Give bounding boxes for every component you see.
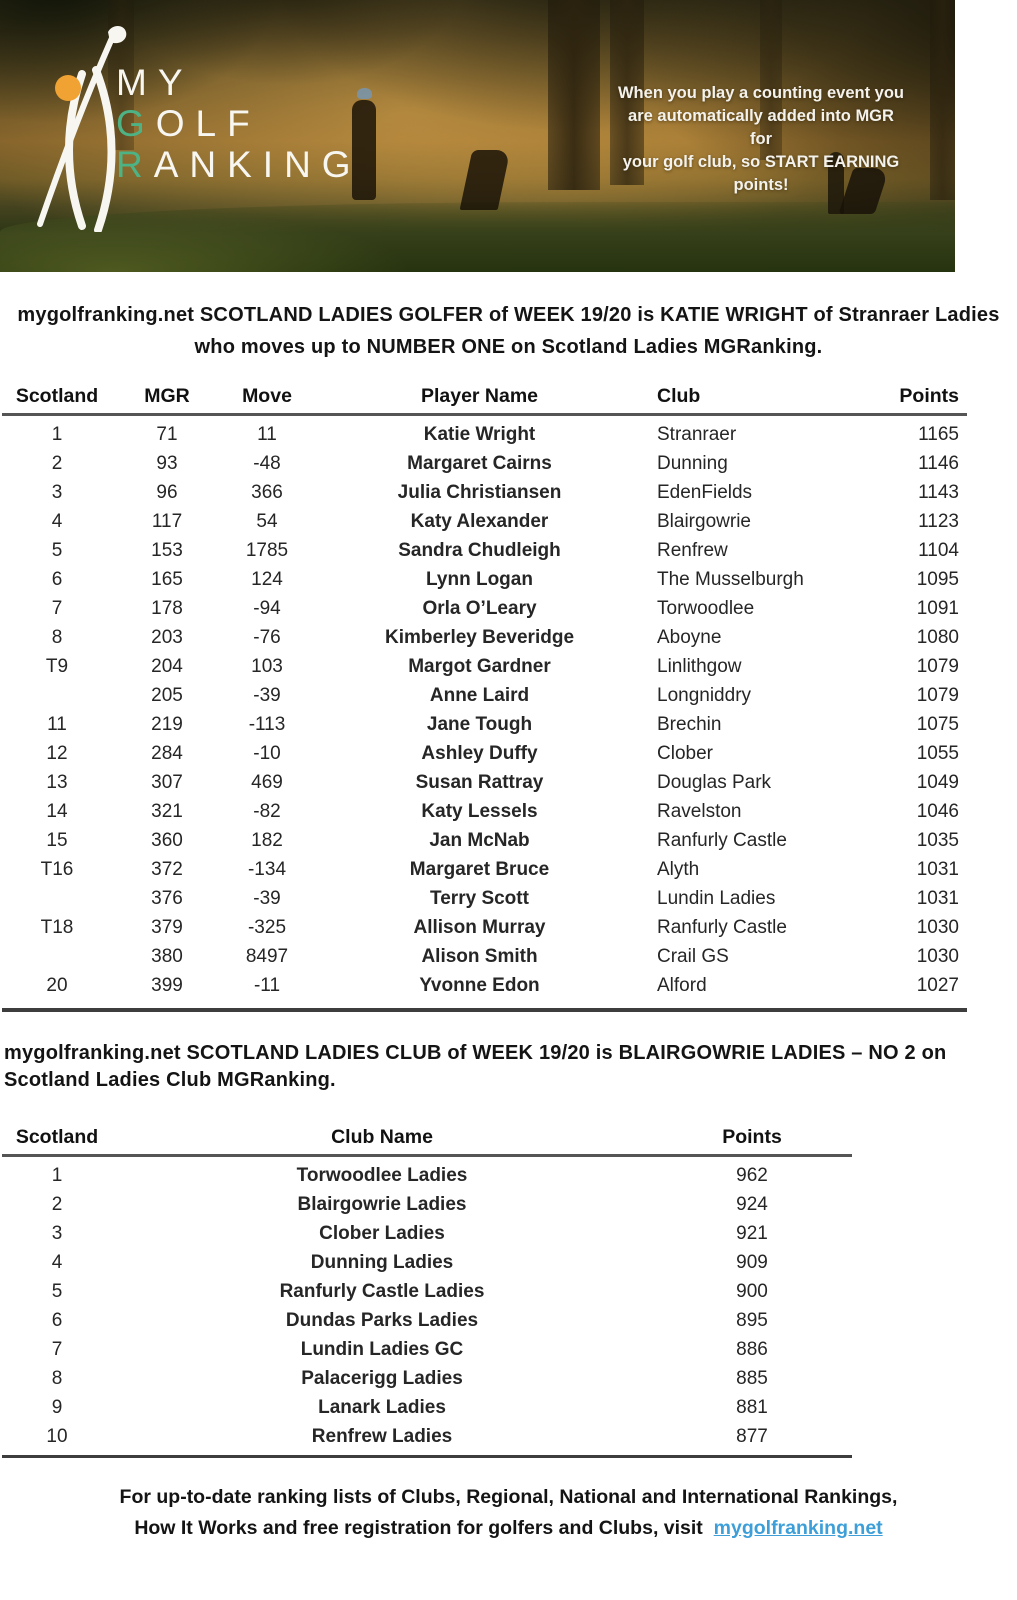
player-name-cell: Susan Rattray [415,772,544,793]
move-cell: 8497 [245,946,289,967]
move-cell: -76 [253,627,281,648]
rank-cell: 11 [47,714,67,735]
player-name-cell: Katy Alexander [410,511,549,532]
promo-line: are automatically added into MGR for [628,107,894,148]
col-header-move: Move [242,385,292,407]
table-row [2,594,967,623]
points-cell: 1030 [916,946,959,967]
club-name-cell: Ranfurly Castle Ladies [279,1281,485,1302]
rank-cell: 5 [51,540,63,561]
mgr-cell: 379 [151,917,183,938]
points-cell: 1031 [916,888,959,909]
footer-line2 [19,1513,999,1544]
club-cell: Lundin Ladies [657,888,776,909]
mgr-cell: 203 [151,627,183,648]
col-header-player-name: Player Name [420,385,539,407]
clubs-table-header [2,1124,852,1157]
move-cell: -10 [253,743,281,764]
move-cell: 469 [251,772,283,793]
move-cell: -134 [247,859,287,880]
mgr-cell: 360 [151,830,183,851]
points-cell: 1049 [916,772,959,793]
points-cell: 1079 [916,685,959,706]
table-row [2,884,967,913]
golfer-of-week-headline: mygolfranking.net SCOTLAND LADIES GOLFER of WEEK 19/20 is KATIE WRIGHT of Stranraer Ladies who moves up to NUMBER ONE on Scotland Ladies MGRanking. [17,304,1000,358]
club-cell: Crail GS [657,946,729,967]
points-cell: 909 [736,1252,768,1273]
col-header-points: Points [722,1126,782,1148]
points-cell: 900 [736,1281,768,1302]
golf-ball-icon [55,75,81,101]
player-name-cell: Katie Wright [423,424,536,445]
mgr-cell: 71 [156,424,178,445]
points-cell: 1104 [918,540,959,561]
move-cell: 54 [256,511,278,532]
club-name-cell: Lanark Ladies [318,1397,446,1418]
tree-trunk [548,0,600,190]
club-cell: Douglas Park [657,772,772,793]
col-header-scotland: Scotland [15,385,99,407]
rank-cell [2,884,112,913]
rank-cell: 9 [51,1397,63,1418]
rank-cell: 8 [51,627,63,648]
mgr-cell: 178 [151,598,183,619]
mgr-logo-wordmark [116,62,362,185]
table-row [2,1335,852,1364]
rank-cell: 13 [46,772,68,793]
move-cell: 11 [257,424,277,445]
move-cell: 366 [251,482,283,503]
col-header-club-name: Club Name [331,1126,433,1148]
rank-cell: 6 [51,1310,63,1331]
move-cell: -94 [253,598,281,619]
table-row [2,420,967,449]
table-row [2,739,967,768]
col-header-scotland: Scotland [15,1126,99,1148]
mgr-cell: 307 [151,772,183,793]
rank-cell: 3 [51,482,63,503]
rank-cell: 2 [51,453,63,474]
points-cell: 1031 [916,859,959,880]
mgr-cell: 165 [151,569,183,590]
club-cell: Ranfurly Castle [657,917,787,938]
club-cell: Brechin [657,714,722,735]
mgr-cell: 117 [151,511,183,532]
club-name-cell: Dunning Ladies [310,1252,454,1273]
player-name-cell: Yvonne Edon [419,975,540,996]
club-cell: Longniddry [657,685,752,706]
player-name-cell: Terry Scott [430,888,529,909]
club-name-cell: Palacerigg Ladies [301,1368,463,1389]
logo-rest-olf: OLF [155,103,261,144]
mgr-cell: 372 [151,859,183,880]
club-cell: Ravelston [657,801,742,822]
rank-cell: 10 [46,1426,68,1447]
points-cell: 924 [736,1194,768,1215]
player-name-cell: Kimberley Beveridge [384,627,575,648]
move-cell: 124 [251,569,283,590]
points-cell: 886 [736,1339,768,1360]
move-cell: 103 [251,656,283,677]
move-cell: 1785 [245,540,289,561]
table-row [2,826,967,855]
club-cell: Alyth [657,859,700,880]
club-cell: Clober [657,743,713,764]
table-row [2,710,967,739]
move-cell: -11 [253,975,281,996]
mgr-cell: 205 [151,685,183,706]
points-cell: 1091 [916,598,959,619]
points-cell: 1046 [916,801,959,822]
club-of-week-headline: mygolfranking.net SCOTLAND LADIES CLUB of WEEK 19/20 is BLAIRGOWRIE LADIES – NO 2 on Scotland Ladies Club MGRanking. [4,1042,947,1091]
mgr-cell: 96 [156,482,178,503]
player-name-cell: Jan McNab [429,830,530,851]
rank-cell: 15 [46,830,68,851]
promo-line: When you play a counting event you [617,84,905,102]
player-name-cell: Alison Smith [421,946,538,967]
move-cell: -325 [247,917,287,938]
mgr-cell: 219 [151,714,183,735]
footer-line2-text: How It Works and free registration for golfers and Clubs, visit [134,1517,703,1539]
player-name-cell: Margaret Cairns [407,453,552,474]
player-name-cell: Margaret Bruce [409,859,550,880]
club-name-cell: Torwoodlee Ladies [296,1165,468,1186]
club-cell: The Musselburgh [657,569,804,590]
table-row [2,478,967,507]
logo-line-my [116,62,362,103]
header-banner [0,0,955,272]
club-name-cell: Lundin Ladies GC [300,1339,464,1360]
table-row [2,855,967,884]
table-row [2,913,967,942]
table-row [2,1248,852,1277]
points-cell: 921 [736,1223,768,1244]
logo-line-golf [116,103,362,144]
logo-letter-r: R [116,144,154,185]
table-row [2,1190,852,1219]
clubs-table-body [2,1161,852,1451]
mgr-cell: 204 [151,656,183,677]
table-row [2,681,967,710]
table-row [2,942,967,971]
players-ranking-table [2,383,967,1012]
points-cell: 885 [736,1368,768,1389]
table-row [2,1393,852,1422]
footer-line1: For up-to-date ranking lists of Clubs, Regional, National and International Rankings, [119,1486,898,1508]
rank-cell: 2 [51,1194,63,1215]
tree-trunk [930,0,955,200]
mygolfranking-link[interactable]: mygolfranking.net [713,1517,883,1539]
table-row [2,1422,852,1451]
club-cell: Aboyne [657,627,722,648]
logo-letter-g: G [116,103,156,144]
mgr-cell: 321 [151,801,183,822]
table-row [2,536,967,565]
rank-cell: 4 [51,511,63,532]
club-name-cell: Clober Ladies [319,1223,445,1244]
footer-note [19,1482,999,1544]
player-name-cell: Ashley Duffy [421,743,538,764]
points-cell: 881 [736,1397,768,1418]
points-cell: 1055 [916,743,959,764]
table-row [2,449,967,478]
rank-cell: 8 [51,1368,63,1389]
move-cell: -113 [248,714,286,735]
player-name-cell: Margot Gardner [408,656,551,677]
points-cell: 1143 [918,482,959,503]
rank-cell: 1 [51,424,63,445]
points-cell: 1080 [916,627,959,648]
player-name-cell: Sandra Chudleigh [398,540,561,561]
points-cell: 1146 [918,453,959,474]
col-header-mgr: MGR [144,385,190,407]
golf-bag-silhouette [460,150,511,210]
table-row [2,565,967,594]
club-name-cell: Renfrew Ladies [311,1426,453,1447]
points-cell: 1123 [918,511,959,532]
table-row [2,1219,852,1248]
club-cell: Blairgowrie [657,511,751,532]
rank-cell: 1 [51,1165,63,1186]
table-row [2,1306,852,1335]
rank-cell: T18 [40,917,74,938]
club-cell: Dunning [657,453,728,474]
rank-cell: T16 [40,859,74,880]
club-name-cell: Dundas Parks Ladies [285,1310,479,1331]
player-name-cell: Julia Christiansen [397,482,562,503]
table-row [2,971,967,1000]
rank-cell: 7 [51,598,63,619]
player-name-cell: Orla O’Leary [422,598,537,619]
players-table-header [2,383,967,416]
club-cell: Stranraer [657,424,737,445]
move-cell: -39 [253,685,281,706]
table-row [2,1161,852,1190]
fairway [0,202,955,272]
table-row [2,652,967,681]
rank-cell: 20 [46,975,68,996]
move-cell: -39 [253,888,281,909]
player-name-cell: Jane Tough [426,714,533,735]
move-cell: -48 [253,453,281,474]
points-cell: 1165 [918,424,959,445]
players-table-body [2,420,967,1000]
col-header-points: Points [899,385,959,407]
rank-cell: 6 [51,569,63,590]
club-cell: Linlithgow [657,656,742,677]
table-row [2,768,967,797]
move-cell: -82 [253,801,281,822]
rank-cell [2,681,112,710]
logo-rest-y: Y [157,62,194,103]
promo-line: points! [733,176,789,194]
player-name-cell: Lynn Logan [426,569,533,590]
mgr-cell: 376 [151,888,183,909]
mgr-cell: 284 [151,743,183,764]
player-name-cell: Katy Lessels [421,801,538,822]
rank-cell: T9 [45,656,69,677]
club-cell: Renfrew [657,540,728,561]
mgr-cell: 93 [156,453,178,474]
move-cell: 182 [251,830,283,851]
table-row [2,623,967,652]
points-cell: 877 [736,1426,768,1447]
rank-cell: 14 [46,801,68,822]
rank-cell: 5 [51,1281,63,1302]
table-row [2,797,967,826]
points-cell: 1079 [916,656,959,677]
points-cell: 895 [736,1310,768,1331]
club-cell: EdenFields [657,482,753,503]
player-name-cell: Allison Murray [413,917,546,938]
points-cell: 1027 [916,975,959,996]
club-cell: Ranfurly Castle [657,830,787,851]
points-cell: 1095 [916,569,959,590]
banner-promo-text [615,82,907,197]
clubs-ranking-table [2,1124,852,1458]
col-header-club: Club [657,385,701,407]
club-cell: Torwoodlee [657,598,755,619]
table-row [2,507,967,536]
club-cell: Alford [657,975,707,996]
rank-cell: 7 [51,1339,63,1360]
rank-cell: 4 [51,1252,63,1273]
club-name-cell: Blairgowrie Ladies [297,1194,467,1215]
logo-rest-anking: ANKING [153,144,362,185]
points-cell: 1030 [916,917,959,938]
table-row [2,1364,852,1393]
points-cell: 1075 [916,714,959,735]
points-cell: 962 [736,1165,768,1186]
logo-letter-m: M [116,62,158,103]
rank-cell: 3 [51,1223,63,1244]
rank-cell [2,942,112,971]
logo-line-ranking [116,144,362,185]
mgr-cell: 399 [151,975,183,996]
mgr-cell: 153 [151,540,183,561]
player-name-cell: Anne Laird [429,685,530,706]
points-cell: 1035 [916,830,959,851]
rank-cell: 12 [46,743,68,764]
mgr-cell: 380 [151,946,183,967]
promo-line: your golf club, so START EARNING [622,153,900,171]
table-row [2,1277,852,1306]
